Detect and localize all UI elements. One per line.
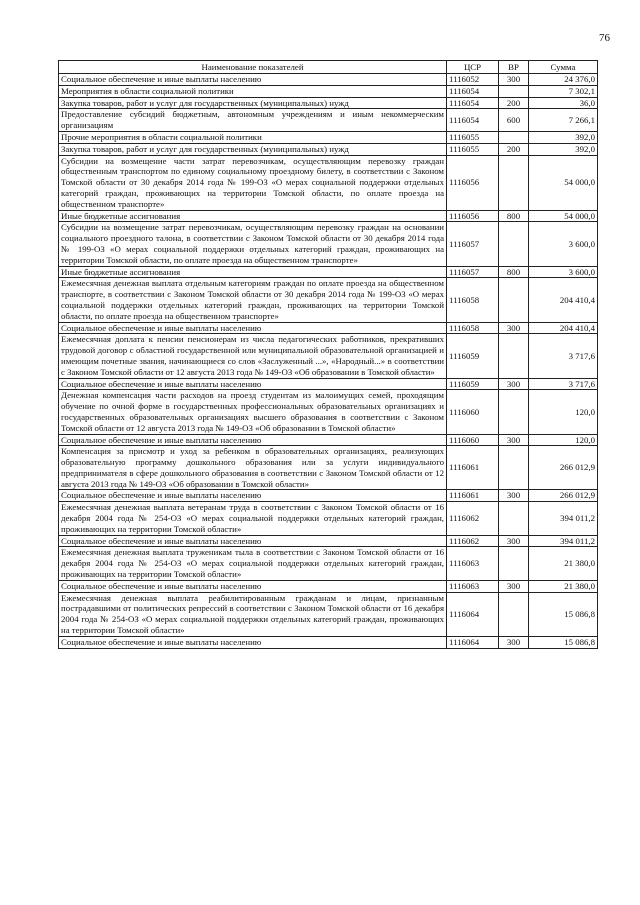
row-csr: 1116057 [447,266,499,278]
row-name: Закупка товаров, работ и услуг для государственных (муниципальных) нужд [59,143,447,155]
row-vr [499,85,529,97]
row-sum: 54 000,0 [529,155,598,210]
row-csr: 1116055 [447,131,499,143]
table-row [59,74,598,86]
row-vr [499,155,529,210]
row-name: Ежемесячная денежная выплата реабилитированным гражданам и лицам, признанным пострадавшими от политических репрессий в соответствии с Законом Томской области от 16 декабря 2004 года № 254-ОЗ «О мерах социальной поддержки отдельных категорий граждан, проживающих на территории Томской области» [59,592,447,636]
table-row [59,434,598,446]
row-vr: 300 [499,434,529,446]
row-sum: 3 600,0 [529,266,598,278]
row-name: Прочие мероприятия в области социальной политики [59,131,447,143]
table-row [59,502,598,535]
row-name: Мероприятия в области социальной политики [59,85,447,97]
row-name: Предоставление субсидий бюджетным, автономным учреждениям и иным некоммерческим организациям [59,109,447,132]
table-row [59,131,598,143]
header-name: Наименование показателей [59,61,447,74]
row-sum: 120,0 [529,434,598,446]
row-name: Ежемесячная денежная выплата труженикам тыла в соответствии с Законом Томской области от 16 декабря 2004 года № 254-ОЗ «О мерах социальной поддержки отдельных категорий граждан, проживающих на территории Томской области» [59,547,447,580]
row-sum: 394 011,2 [529,535,598,547]
table-row [59,266,598,278]
row-sum: 3 717,6 [529,334,598,378]
row-name: Социальное обеспечение и иные выплаты населению [59,636,447,648]
row-vr [499,334,529,378]
row-vr: 300 [499,636,529,648]
table-row [59,547,598,580]
row-vr [499,131,529,143]
row-vr: 800 [499,210,529,222]
page-number: 76 [599,32,610,44]
row-csr: 1116059 [447,334,499,378]
row-vr [499,502,529,535]
row-sum: 7 266,1 [529,109,598,132]
row-name: Иные бюджетные ассигнования [59,266,447,278]
row-csr: 1116058 [447,278,499,322]
row-csr: 1116060 [447,390,499,434]
row-name: Закупка товаров, работ и услуг для государственных (муниципальных) нужд [59,97,447,109]
row-sum: 24 376,0 [529,74,598,86]
row-name: Ежемесячная денежная выплата отдельным категориям граждан по оплате проезда на общественном транспорте, в соответствии с Законом Томской области от 30 декабря 2014 года № 199-ОЗ «О мерах социальной поддержки отдельных категорий граждан, проживающих на территории Томской области, по оплате проезда на общественном транспорте» [59,278,447,322]
table-row [59,222,598,266]
row-sum: 120,0 [529,390,598,434]
row-sum: 394 011,2 [529,502,598,535]
row-csr: 1116061 [447,446,499,490]
row-name: Социальное обеспечение и иные выплаты населению [59,434,447,446]
header-sum: Сумма [529,61,598,74]
row-csr: 1116060 [447,434,499,446]
row-name: Компенсация за присмотр и уход за ребенком в образовательных организациях, реализующих образовательную программу дошкольного образования или за услуги индивидуального предпринимателя в сфере дошкольного образования в соответствии с Законом Томской области от 12 августа 2013 года № 149-ОЗ «Об образовании в Томской области» [59,446,447,490]
table-row [59,97,598,109]
row-csr: 1116052 [447,74,499,86]
row-sum: 15 086,8 [529,636,598,648]
row-csr: 1116057 [447,222,499,266]
row-sum: 21 380,0 [529,547,598,580]
row-csr: 1116058 [447,322,499,334]
row-sum: 15 086,8 [529,592,598,636]
table-row [59,535,598,547]
row-csr: 1116064 [447,636,499,648]
table-row [59,580,598,592]
row-sum: 392,0 [529,131,598,143]
row-csr: 1116054 [447,85,499,97]
row-vr [499,278,529,322]
row-name: Социальное обеспечение и иные выплаты населению [59,535,447,547]
row-csr: 1116062 [447,502,499,535]
table-row [59,334,598,378]
table-row [59,85,598,97]
table-row [59,322,598,334]
row-csr: 1116054 [447,97,499,109]
row-csr: 1116059 [447,378,499,390]
row-name: Субсидии на возмещение части затрат перевозчикам, осуществляющим перевозку граждан общественным транспортом по единому социальному проездному билету, в соответствии с Законом Томской области от 30 декабря 2014 года № 199-ОЗ «О мерах социальной поддержки отдельных категорий граждан, проживающих на территории Томской области, по оплате проезда на общественном транспорте» [59,155,447,210]
table-row [59,143,598,155]
row-name: Социальное обеспечение и иные выплаты населению [59,580,447,592]
row-name: Субсидии на возмещение затрат перевозчикам, осуществляющим перевозку граждан на основании социального проездного талона, в соответствии с Законом Томской области от 30 декабря 2014 года № 199-ОЗ «О мерах социальной поддержки отдельных категорий граждан, проживающих на территории Томской области, по оплате проезда на общественном транспорте» [59,222,447,266]
row-sum: 54 000,0 [529,210,598,222]
row-vr: 300 [499,74,529,86]
row-csr: 1116054 [447,109,499,132]
row-vr: 300 [499,322,529,334]
row-csr: 1116062 [447,535,499,547]
row-name: Социальное обеспечение и иные выплаты населению [59,378,447,390]
header-csr: ЦСР [447,61,499,74]
row-name: Ежемесячная денежная выплата ветеранам труда в соответствии с Законом Томской области от 16 декабря 2004 года № 254-ОЗ «О мерах социальной поддержки отдельных категорий граждан, проживающих на территории Томской области» [59,502,447,535]
row-vr: 200 [499,97,529,109]
row-vr [499,446,529,490]
table-row [59,390,598,434]
table-row [59,446,598,490]
row-name: Социальное обеспечение и иные выплаты населению [59,490,447,502]
row-name: Денежная компенсация части расходов на проезд студентам из малоимущих семей, проходящим обучение по очной форме в государственных профессиональных образовательных организациях и государственных образовательных организациях высшего образования в соответствии с Законом Томской области от 12 августа 2013 года № 149-ОЗ «Об образовании в Томской области» [59,390,447,434]
table-row [59,490,598,502]
table-row [59,636,598,648]
table-row [59,278,598,322]
row-vr: 300 [499,580,529,592]
row-csr: 1116064 [447,592,499,636]
row-sum: 204 410,4 [529,322,598,334]
row-vr: 200 [499,143,529,155]
row-vr: 600 [499,109,529,132]
row-vr: 300 [499,378,529,390]
row-sum: 7 302,1 [529,85,598,97]
row-name: Социальное обеспечение и иные выплаты населению [59,74,447,86]
row-csr: 1116061 [447,490,499,502]
table-row [59,592,598,636]
budget-table [58,60,598,649]
row-sum: 392,0 [529,143,598,155]
row-name: Социальное обеспечение и иные выплаты населению [59,322,447,334]
row-csr: 1116056 [447,210,499,222]
row-vr: 300 [499,535,529,547]
row-vr [499,390,529,434]
row-sum: 204 410,4 [529,278,598,322]
row-csr: 1116063 [447,547,499,580]
row-vr [499,222,529,266]
header-vr: ВР [499,61,529,74]
table-header-row [59,61,598,74]
row-name: Иные бюджетные ассигнования [59,210,447,222]
row-vr [499,592,529,636]
row-name: Ежемесячная доплата к пенсии пенсионерам из числа педагогических работников, прекративших трудовой договор с областной государственной или муниципальной образовательной организацией и имеющим почетные звания, начинающиеся со слов «Заслуженный ...», «Народный...» в соответствии с Законом Томской области от 12 августа 2013 года № 149-ОЗ «Об образовании в Томской области» [59,334,447,378]
row-sum: 3 717,6 [529,378,598,390]
row-sum: 21 380,0 [529,580,598,592]
table-row [59,210,598,222]
row-csr: 1116063 [447,580,499,592]
row-sum: 266 012,9 [529,446,598,490]
row-sum: 266 012,9 [529,490,598,502]
row-sum: 3 600,0 [529,222,598,266]
row-csr: 1116055 [447,143,499,155]
row-vr: 300 [499,490,529,502]
table-row [59,155,598,210]
row-sum: 36,0 [529,97,598,109]
row-vr: 800 [499,266,529,278]
table-row [59,378,598,390]
row-csr: 1116056 [447,155,499,210]
row-vr [499,547,529,580]
table-row [59,109,598,132]
